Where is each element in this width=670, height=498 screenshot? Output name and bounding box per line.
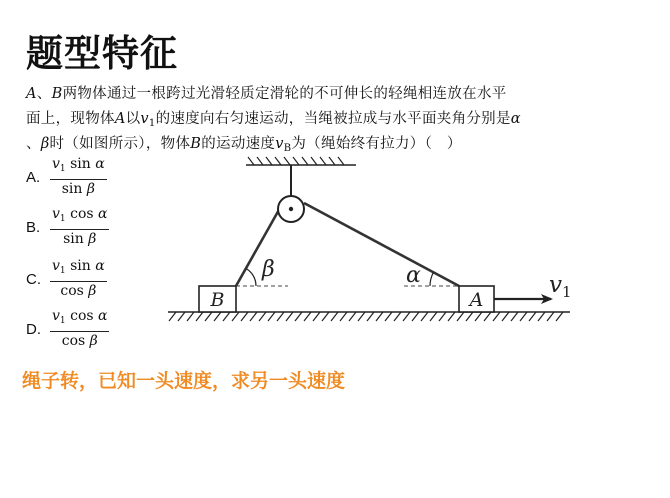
hatch-mark bbox=[421, 312, 428, 321]
hatch-mark bbox=[538, 312, 545, 321]
block-b bbox=[199, 286, 236, 312]
hatch-mark bbox=[232, 312, 239, 321]
hatch-mark bbox=[169, 312, 176, 321]
hatch-mark bbox=[257, 157, 263, 165]
hatch-mark bbox=[302, 157, 308, 165]
hatch-mark bbox=[250, 312, 257, 321]
page-title: 题型特征 bbox=[26, 32, 178, 75]
hatch-mark bbox=[196, 312, 203, 321]
hatch-mark bbox=[187, 312, 194, 321]
hatch-mark bbox=[385, 312, 392, 321]
hatch-mark bbox=[293, 157, 299, 165]
hatch-mark bbox=[322, 312, 329, 321]
hatch-mark bbox=[259, 312, 266, 321]
question-line-1: A、B两物体通过一根跨过光滑轻质定滑轮的不可伸长的轻绳相连放在水平 bbox=[26, 86, 507, 102]
hatch-mark bbox=[304, 312, 311, 321]
hatch-mark bbox=[367, 312, 374, 321]
hatch-mark bbox=[556, 312, 563, 321]
angle-beta-label: β bbox=[262, 257, 275, 282]
ground bbox=[168, 312, 570, 321]
hatch-mark bbox=[214, 312, 221, 321]
hatch-mark bbox=[484, 312, 491, 321]
block-b-label: B bbox=[210, 289, 225, 311]
hatch-mark bbox=[268, 312, 275, 321]
summary-hint: 绳子转，已知一头速度，求另一头速度 bbox=[22, 370, 346, 392]
hatch-mark bbox=[320, 157, 326, 165]
option-fraction: $\frac{v_1 \cos \alpha}{\text{cos β}}$ bbox=[52, 308, 108, 349]
angle-alpha-arc bbox=[430, 272, 434, 286]
pulley-icon bbox=[278, 196, 304, 222]
hatch-mark bbox=[349, 312, 356, 321]
hatch-mark bbox=[457, 312, 464, 321]
hatch-mark bbox=[277, 312, 284, 321]
hatch-mark bbox=[466, 312, 473, 321]
hatch-mark bbox=[412, 312, 419, 321]
block-a bbox=[459, 286, 494, 312]
question-line-3: 、β时（如图所示），物体B的运动速度$v_B$为（绳始终有拉力）（ ） bbox=[26, 136, 462, 154]
hatch-mark bbox=[295, 312, 302, 321]
option-letter: B. bbox=[26, 218, 41, 236]
option-fraction: $\frac{v_1 \sin \alpha}{\text{sin β}}$ bbox=[52, 156, 105, 197]
rope-to-block-a bbox=[304, 203, 459, 286]
angle-beta-arc bbox=[246, 269, 256, 287]
hatch-mark bbox=[376, 312, 383, 321]
hatch-mark bbox=[223, 312, 230, 321]
hatch-mark bbox=[358, 312, 365, 321]
hatch-mark bbox=[248, 157, 254, 165]
hatch-mark bbox=[286, 312, 293, 321]
hatch-mark bbox=[394, 312, 401, 321]
angle-alpha-label: α bbox=[406, 263, 421, 288]
hatch-mark bbox=[331, 312, 338, 321]
option-letter: C. bbox=[26, 270, 41, 288]
option-letter: A. bbox=[26, 168, 41, 186]
hatch-mark bbox=[338, 157, 344, 165]
hatch-mark bbox=[266, 157, 272, 165]
hatch-mark bbox=[520, 312, 527, 321]
hatch-mark bbox=[511, 312, 518, 321]
hatch-mark bbox=[311, 157, 317, 165]
velocity-label: $v_1$ bbox=[549, 272, 572, 301]
hatch-mark bbox=[448, 312, 455, 321]
hatch-mark bbox=[502, 312, 509, 321]
hatch-mark bbox=[529, 312, 536, 321]
hatch-mark bbox=[313, 312, 320, 321]
hatch-mark bbox=[241, 312, 248, 321]
question-line-2: 面上，现物体A以$v_1$的速度向右匀速运动，当绳被拉成与水平面夹角分别是α bbox=[26, 111, 521, 129]
block-a-label: A bbox=[469, 289, 484, 311]
option-fraction: $\frac{v_1 \cos \alpha}{\text{sin β}}$ bbox=[52, 206, 108, 247]
hatch-mark bbox=[340, 312, 347, 321]
option-fraction: $\frac{v_1 \sin \alpha}{\text{cos β}}$ bbox=[52, 258, 105, 299]
hatch-mark bbox=[284, 157, 290, 165]
hatch-mark bbox=[275, 157, 281, 165]
hatch-mark bbox=[475, 312, 482, 321]
hatch-mark bbox=[547, 312, 554, 321]
hatch-mark bbox=[493, 312, 500, 321]
hatch-mark bbox=[178, 312, 185, 321]
hatch-mark bbox=[403, 312, 410, 321]
ceiling bbox=[246, 157, 356, 165]
hatch-mark bbox=[205, 312, 212, 321]
hatch-mark bbox=[329, 157, 335, 165]
hatch-mark bbox=[439, 312, 446, 321]
hatch-mark bbox=[430, 312, 437, 321]
option-letter: D. bbox=[26, 320, 41, 338]
